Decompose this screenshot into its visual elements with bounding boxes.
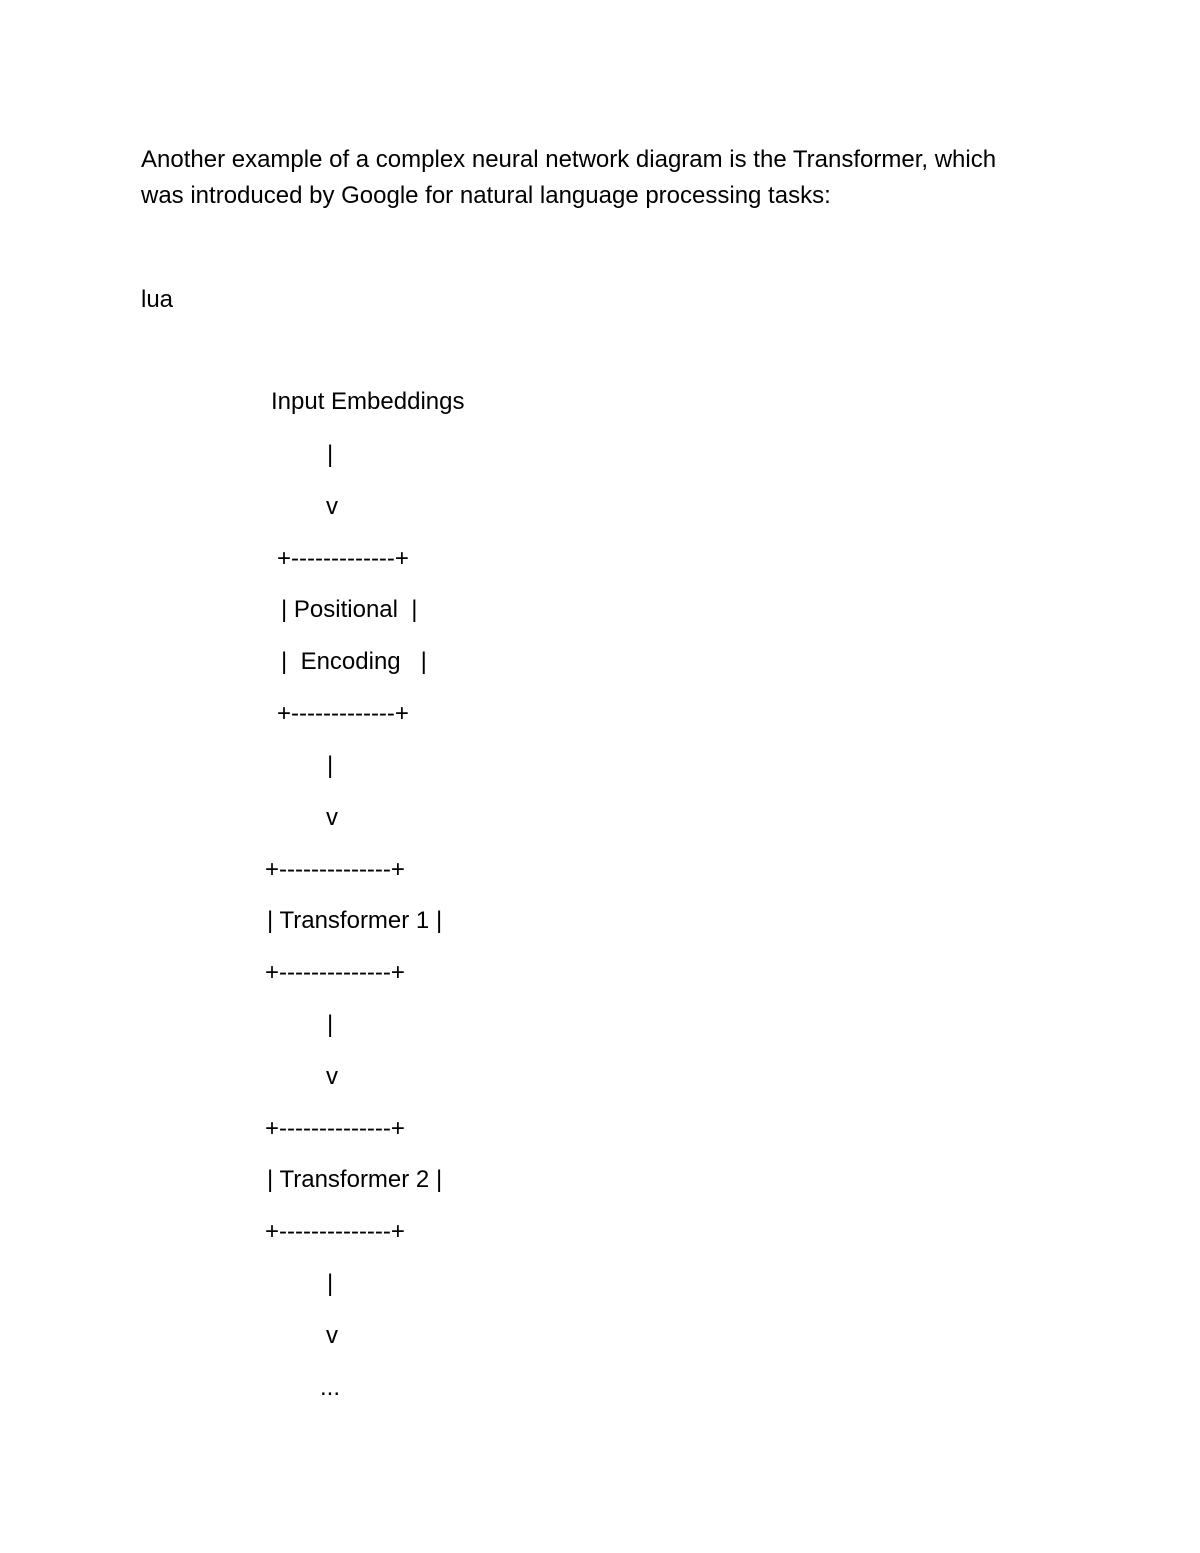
diagram-positional: | Positional |: [281, 596, 418, 623]
diagram-box-border: +--------------+: [265, 1218, 405, 1245]
diagram-arrow: v: [326, 493, 338, 520]
diagram-connector: |: [327, 1011, 334, 1038]
diagram-connector: |: [327, 1270, 334, 1297]
diagram-box-border: +--------------+: [265, 959, 405, 986]
diagram-encoding: | Encoding |: [281, 648, 427, 675]
diagram-box-border: +-------------+: [277, 545, 409, 572]
diagram-arrow: v: [326, 804, 338, 831]
diagram-transformer-1: | Transformer 1 |: [267, 907, 443, 934]
intro-line-2: was introduced by Google for natural language processing tasks:: [141, 182, 831, 209]
code-language-label: lua: [141, 286, 174, 313]
diagram-arrow: v: [326, 1063, 338, 1090]
diagram-transformer-2: | Transformer 2 |: [267, 1166, 443, 1193]
diagram-input-embeddings: Input Embeddings: [271, 388, 465, 415]
diagram-box-border: +--------------+: [265, 1115, 405, 1142]
diagram-arrow: v: [326, 1322, 338, 1349]
diagram-connector: |: [327, 752, 334, 779]
diagram-connector: |: [327, 441, 334, 468]
diagram-box-border: +-------------+: [277, 700, 409, 727]
diagram-box-border: +--------------+: [265, 856, 405, 883]
intro-line-1: Another example of a complex neural network diagram is the Transformer, which: [141, 146, 997, 173]
diagram-ellipsis: ...: [320, 1374, 341, 1401]
